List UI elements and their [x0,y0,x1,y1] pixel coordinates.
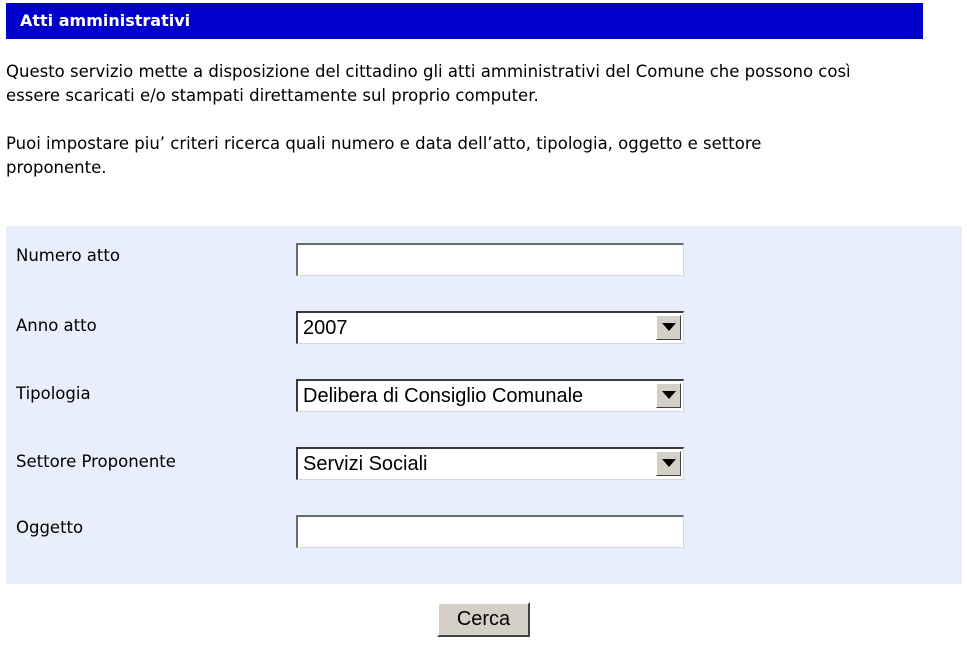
numero-atto-input[interactable] [296,243,684,276]
anno-atto-label: Anno atto [16,316,97,335]
numero-atto-label: Numero atto [16,246,120,265]
tipologia-label: Tipologia [16,384,91,403]
settore-proponente-label: Settore Proponente [16,452,176,471]
chevron-down-icon [662,323,676,332]
intro-paragraph-criteria [6,132,956,180]
intro-paragraph-criteria-line-1: Puoi impostare piu’ criteri ricerca quali numero e data dell’atto, tipologia, oggetto e settore [6,134,762,153]
oggetto-input[interactable] [296,515,684,548]
intro-paragraph-service-line-2: essere scaricati e/o stampati direttamente sul proprio computer. [6,86,539,105]
chevron-down-icon [662,459,676,468]
settore-proponente-selected-value: Servizi Sociali [303,453,428,475]
section-title: Atti amministrativi [20,11,191,30]
anno-atto-select[interactable] [296,311,684,344]
intro-paragraph-service-line-1: Questo servizio mette a disposizione del cittadino gli atti amministrativi del Comune che possono così [6,62,851,81]
tipologia-select[interactable] [296,379,684,412]
search-form [6,226,962,584]
intro-paragraph-service [6,60,956,108]
tipologia-dropdown-button[interactable] [656,383,681,408]
anno-atto-selected-value: 2007 [303,317,348,339]
oggetto-label: Oggetto [16,518,84,537]
section-header [6,3,923,39]
intro-paragraph-criteria-line-2: proponente. [6,158,107,177]
settore-proponente-dropdown-button[interactable] [656,451,681,476]
cerca-button[interactable]: Cerca [437,602,530,637]
chevron-down-icon [662,391,676,400]
settore-proponente-select[interactable] [296,447,684,480]
tipologia-selected-value: Delibera di Consiglio Comunale [303,385,584,407]
anno-atto-dropdown-button[interactable] [656,315,681,340]
